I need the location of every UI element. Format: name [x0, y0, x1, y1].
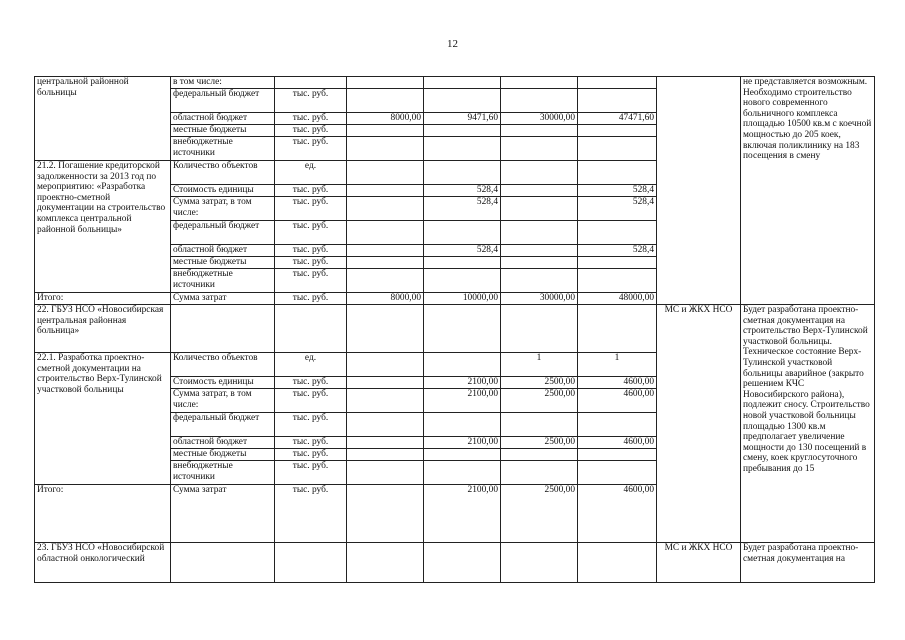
page-number: 12: [447, 38, 458, 50]
value-cell-v2: 2100,00: [424, 389, 501, 413]
indicator-name-cell: Сумма затрат, в том числе:: [171, 389, 275, 413]
value-cell-v4: 528,4: [578, 245, 657, 257]
indicator-name-cell: федеральный бюджет: [171, 221, 275, 245]
value-cell-v4: 4600,00: [578, 377, 657, 389]
value-cell-v3: 2500,00: [501, 389, 578, 413]
executor-cell: МС и ЖКХ НСО: [657, 305, 741, 543]
value-cell-v4: [578, 257, 657, 269]
value-cell-v3: [501, 125, 578, 137]
indicator-name-cell: федеральный бюджет: [171, 89, 275, 113]
value-cell-v3: 2500,00: [501, 437, 578, 449]
note-cell: Будет разработана проектно-сметная документация на строительство Верх-Тулинской участковой больницы. Техническое состояние Верх-Тулинской участковой больницы аварийное (закрыто решением КЧС Новосибирского района), подлежит сносу. Строительство новой участковой больницы площадью 1300 кв.м предполагает увеличение мощности до 130 посещений в смену, коек круглосуточного пребывания до 15: [741, 305, 875, 543]
executor-cell: МС и ЖКХ НСО: [657, 543, 741, 583]
value-cell-v2: 2100,00: [424, 437, 501, 449]
value-cell-v3: [501, 161, 578, 185]
indicator-name-cell: Сумма затрат: [171, 485, 275, 543]
value-cell-v1: [347, 77, 424, 89]
value-cell-v1: [347, 185, 424, 197]
value-cell-v2: [424, 77, 501, 89]
indicator-name-cell: Стоимость единицы: [171, 185, 275, 197]
value-cell-v2: 9471,60: [424, 113, 501, 125]
value-cell-v2: 528,4: [424, 245, 501, 257]
empty-cell: [347, 543, 424, 583]
value-cell-v1: [347, 377, 424, 389]
executor-cell: [657, 77, 741, 305]
value-cell-v2: [424, 257, 501, 269]
value-cell-v2: 2100,00: [424, 377, 501, 389]
value-cell-v3: [501, 257, 578, 269]
unit-cell: тыс. руб.: [275, 293, 347, 305]
indicator-name-cell: областной бюджет: [171, 245, 275, 257]
value-cell-v3: [501, 269, 578, 293]
value-cell-v4: [578, 137, 657, 161]
value-cell-v3: [501, 137, 578, 161]
unit-cell: тыс. руб.: [275, 449, 347, 461]
value-cell-v4: 47471,60: [578, 113, 657, 125]
value-cell-v1: [347, 161, 424, 185]
empty-cell: [347, 305, 424, 353]
measure-name-cell: центральной районной больницы: [35, 77, 171, 161]
indicator-name-cell: внебюджетные источники: [171, 269, 275, 293]
measure-name-cell: 22.1. Разработка проектно-сметной документации на строительство Верх-Тулинской участковой больницы: [35, 353, 171, 485]
value-cell-v1: [347, 137, 424, 161]
value-cell-v4: 4600,00: [578, 389, 657, 413]
note-cell: Будет разработана проектно-сметная документация на: [741, 543, 875, 583]
note-cell: не представляется возможным. Необходимо строительство нового современного больничного комплекса площадью 10500 кв.м с коечной мощностью до 205 коек, включая поликлинику на 183 посещения в смену: [741, 77, 875, 305]
empty-cell: [424, 305, 501, 353]
value-cell-v1: 8000,00: [347, 293, 424, 305]
value-cell-v2: 528,4: [424, 197, 501, 221]
value-cell-v3: [501, 185, 578, 197]
value-cell-v1: [347, 221, 424, 245]
value-cell-v3: [501, 461, 578, 485]
empty-cell: [501, 543, 578, 583]
value-cell-v2: [424, 137, 501, 161]
measure-name-cell: 21.2. Погашение кредиторской задолженности за 2013 год по мероприятию: «Разработка проектно-сметной документации на строительство комплекса центральной районной больницы»: [35, 161, 171, 293]
value-cell-v3: [501, 77, 578, 89]
value-cell-v2: [424, 461, 501, 485]
unit-cell: тыс. руб.: [275, 389, 347, 413]
indicator-name-cell: внебюджетные источники: [171, 137, 275, 161]
value-cell-v3: 30000,00: [501, 293, 578, 305]
table-row: [35, 543, 875, 583]
unit-cell: тыс. руб.: [275, 437, 347, 449]
value-cell-v3: [501, 245, 578, 257]
value-cell-v4: 528,4: [578, 185, 657, 197]
unit-cell: тыс. руб.: [275, 197, 347, 221]
value-cell-v2: [424, 413, 501, 437]
total-label-cell: Итого:: [35, 485, 171, 543]
value-cell-v2: 2100,00: [424, 485, 501, 543]
value-cell-v3: 1: [501, 353, 578, 377]
value-cell-v4: [578, 449, 657, 461]
indicator-name-cell: областной бюджет: [171, 437, 275, 449]
value-cell-v1: 8000,00: [347, 113, 424, 125]
value-cell-v3: [501, 221, 578, 245]
value-cell-v1: [347, 461, 424, 485]
value-cell-v1: [347, 125, 424, 137]
indicator-name-cell: федеральный бюджет: [171, 413, 275, 437]
unit-cell: тыс. руб.: [275, 461, 347, 485]
unit-cell: тыс. руб.: [275, 89, 347, 113]
unit-cell: [275, 77, 347, 89]
value-cell-v1: [347, 245, 424, 257]
indicator-name-cell: в том числе:: [171, 77, 275, 89]
empty-cell: [171, 305, 275, 353]
empty-cell: [501, 305, 578, 353]
value-cell-v1: [347, 449, 424, 461]
unit-cell: тыс. руб.: [275, 221, 347, 245]
unit-cell: тыс. руб.: [275, 245, 347, 257]
value-cell-v1: [347, 257, 424, 269]
value-cell-v1: [347, 89, 424, 113]
value-cell-v2: [424, 449, 501, 461]
value-cell-v4: 4600,00: [578, 437, 657, 449]
value-cell-v4: [578, 269, 657, 293]
unit-cell: тыс. руб.: [275, 269, 347, 293]
unit-cell: тыс. руб.: [275, 125, 347, 137]
value-cell-v4: [578, 89, 657, 113]
value-cell-v2: [424, 221, 501, 245]
value-cell-v3: 2500,00: [501, 377, 578, 389]
indicator-name-cell: Количество объектов: [171, 161, 275, 185]
value-cell-v4: [578, 461, 657, 485]
value-cell-v3: 30000,00: [501, 113, 578, 125]
indicator-name-cell: местные бюджеты: [171, 257, 275, 269]
value-cell-v4: [578, 161, 657, 185]
empty-cell: [424, 543, 501, 583]
indicator-name-cell: местные бюджеты: [171, 125, 275, 137]
total-label-cell: Итого:: [35, 293, 171, 305]
value-cell-v4: 528,4: [578, 197, 657, 221]
value-cell-v3: [501, 413, 578, 437]
indicator-name-cell: областной бюджет: [171, 113, 275, 125]
value-cell-v2: [424, 161, 501, 185]
empty-cell: [275, 305, 347, 353]
value-cell-v1: [347, 437, 424, 449]
value-cell-v1: [347, 413, 424, 437]
value-cell-v3: [501, 197, 578, 221]
organization-title-cell: 23. ГБУЗ НСО «Новосибирской областной онкологический: [35, 543, 171, 583]
value-cell-v1: [347, 197, 424, 221]
empty-cell: [275, 543, 347, 583]
table-row: [35, 305, 875, 353]
value-cell-v1: [347, 353, 424, 377]
value-cell-v4: 48000,00: [578, 293, 657, 305]
value-cell-v2: [424, 125, 501, 137]
empty-cell: [171, 543, 275, 583]
indicator-name-cell: внебюджетные источники: [171, 461, 275, 485]
indicator-name-cell: Сумма затрат: [171, 293, 275, 305]
unit-cell: тыс. руб.: [275, 377, 347, 389]
value-cell-v4: 4600,00: [578, 485, 657, 543]
unit-cell: ед.: [275, 353, 347, 377]
value-cell-v1: [347, 485, 424, 543]
value-cell-v4: [578, 221, 657, 245]
value-cell-v4: 1: [578, 353, 657, 377]
value-cell-v3: [501, 89, 578, 113]
value-cell-v1: [347, 389, 424, 413]
value-cell-v2: [424, 353, 501, 377]
value-cell-v4: [578, 413, 657, 437]
empty-cell: [578, 305, 657, 353]
value-cell-v2: 10000,00: [424, 293, 501, 305]
unit-cell: тыс. руб.: [275, 137, 347, 161]
unit-cell: тыс. руб.: [275, 485, 347, 543]
value-cell-v4: [578, 77, 657, 89]
value-cell-v3: [501, 449, 578, 461]
unit-cell: тыс. руб.: [275, 185, 347, 197]
unit-cell: тыс. руб.: [275, 413, 347, 437]
unit-cell: тыс. руб.: [275, 257, 347, 269]
unit-cell: тыс. руб.: [275, 113, 347, 125]
value-cell-v2: [424, 269, 501, 293]
table-row: [35, 77, 875, 89]
value-cell-v3: 2500,00: [501, 485, 578, 543]
empty-cell: [578, 543, 657, 583]
indicator-name-cell: Количество объектов: [171, 353, 275, 377]
value-cell-v2: 528,4: [424, 185, 501, 197]
value-cell-v1: [347, 269, 424, 293]
indicator-name-cell: Сумма затрат, в том числе:: [171, 197, 275, 221]
value-cell-v2: [424, 89, 501, 113]
indicator-name-cell: Стоимость единицы: [171, 377, 275, 389]
value-cell-v4: [578, 125, 657, 137]
program-table: [34, 76, 875, 583]
indicator-name-cell: местные бюджеты: [171, 449, 275, 461]
organization-title-cell: 22. ГБУЗ НСО «Новосибирская центральная районная больница»: [35, 305, 171, 353]
unit-cell: ед.: [275, 161, 347, 185]
